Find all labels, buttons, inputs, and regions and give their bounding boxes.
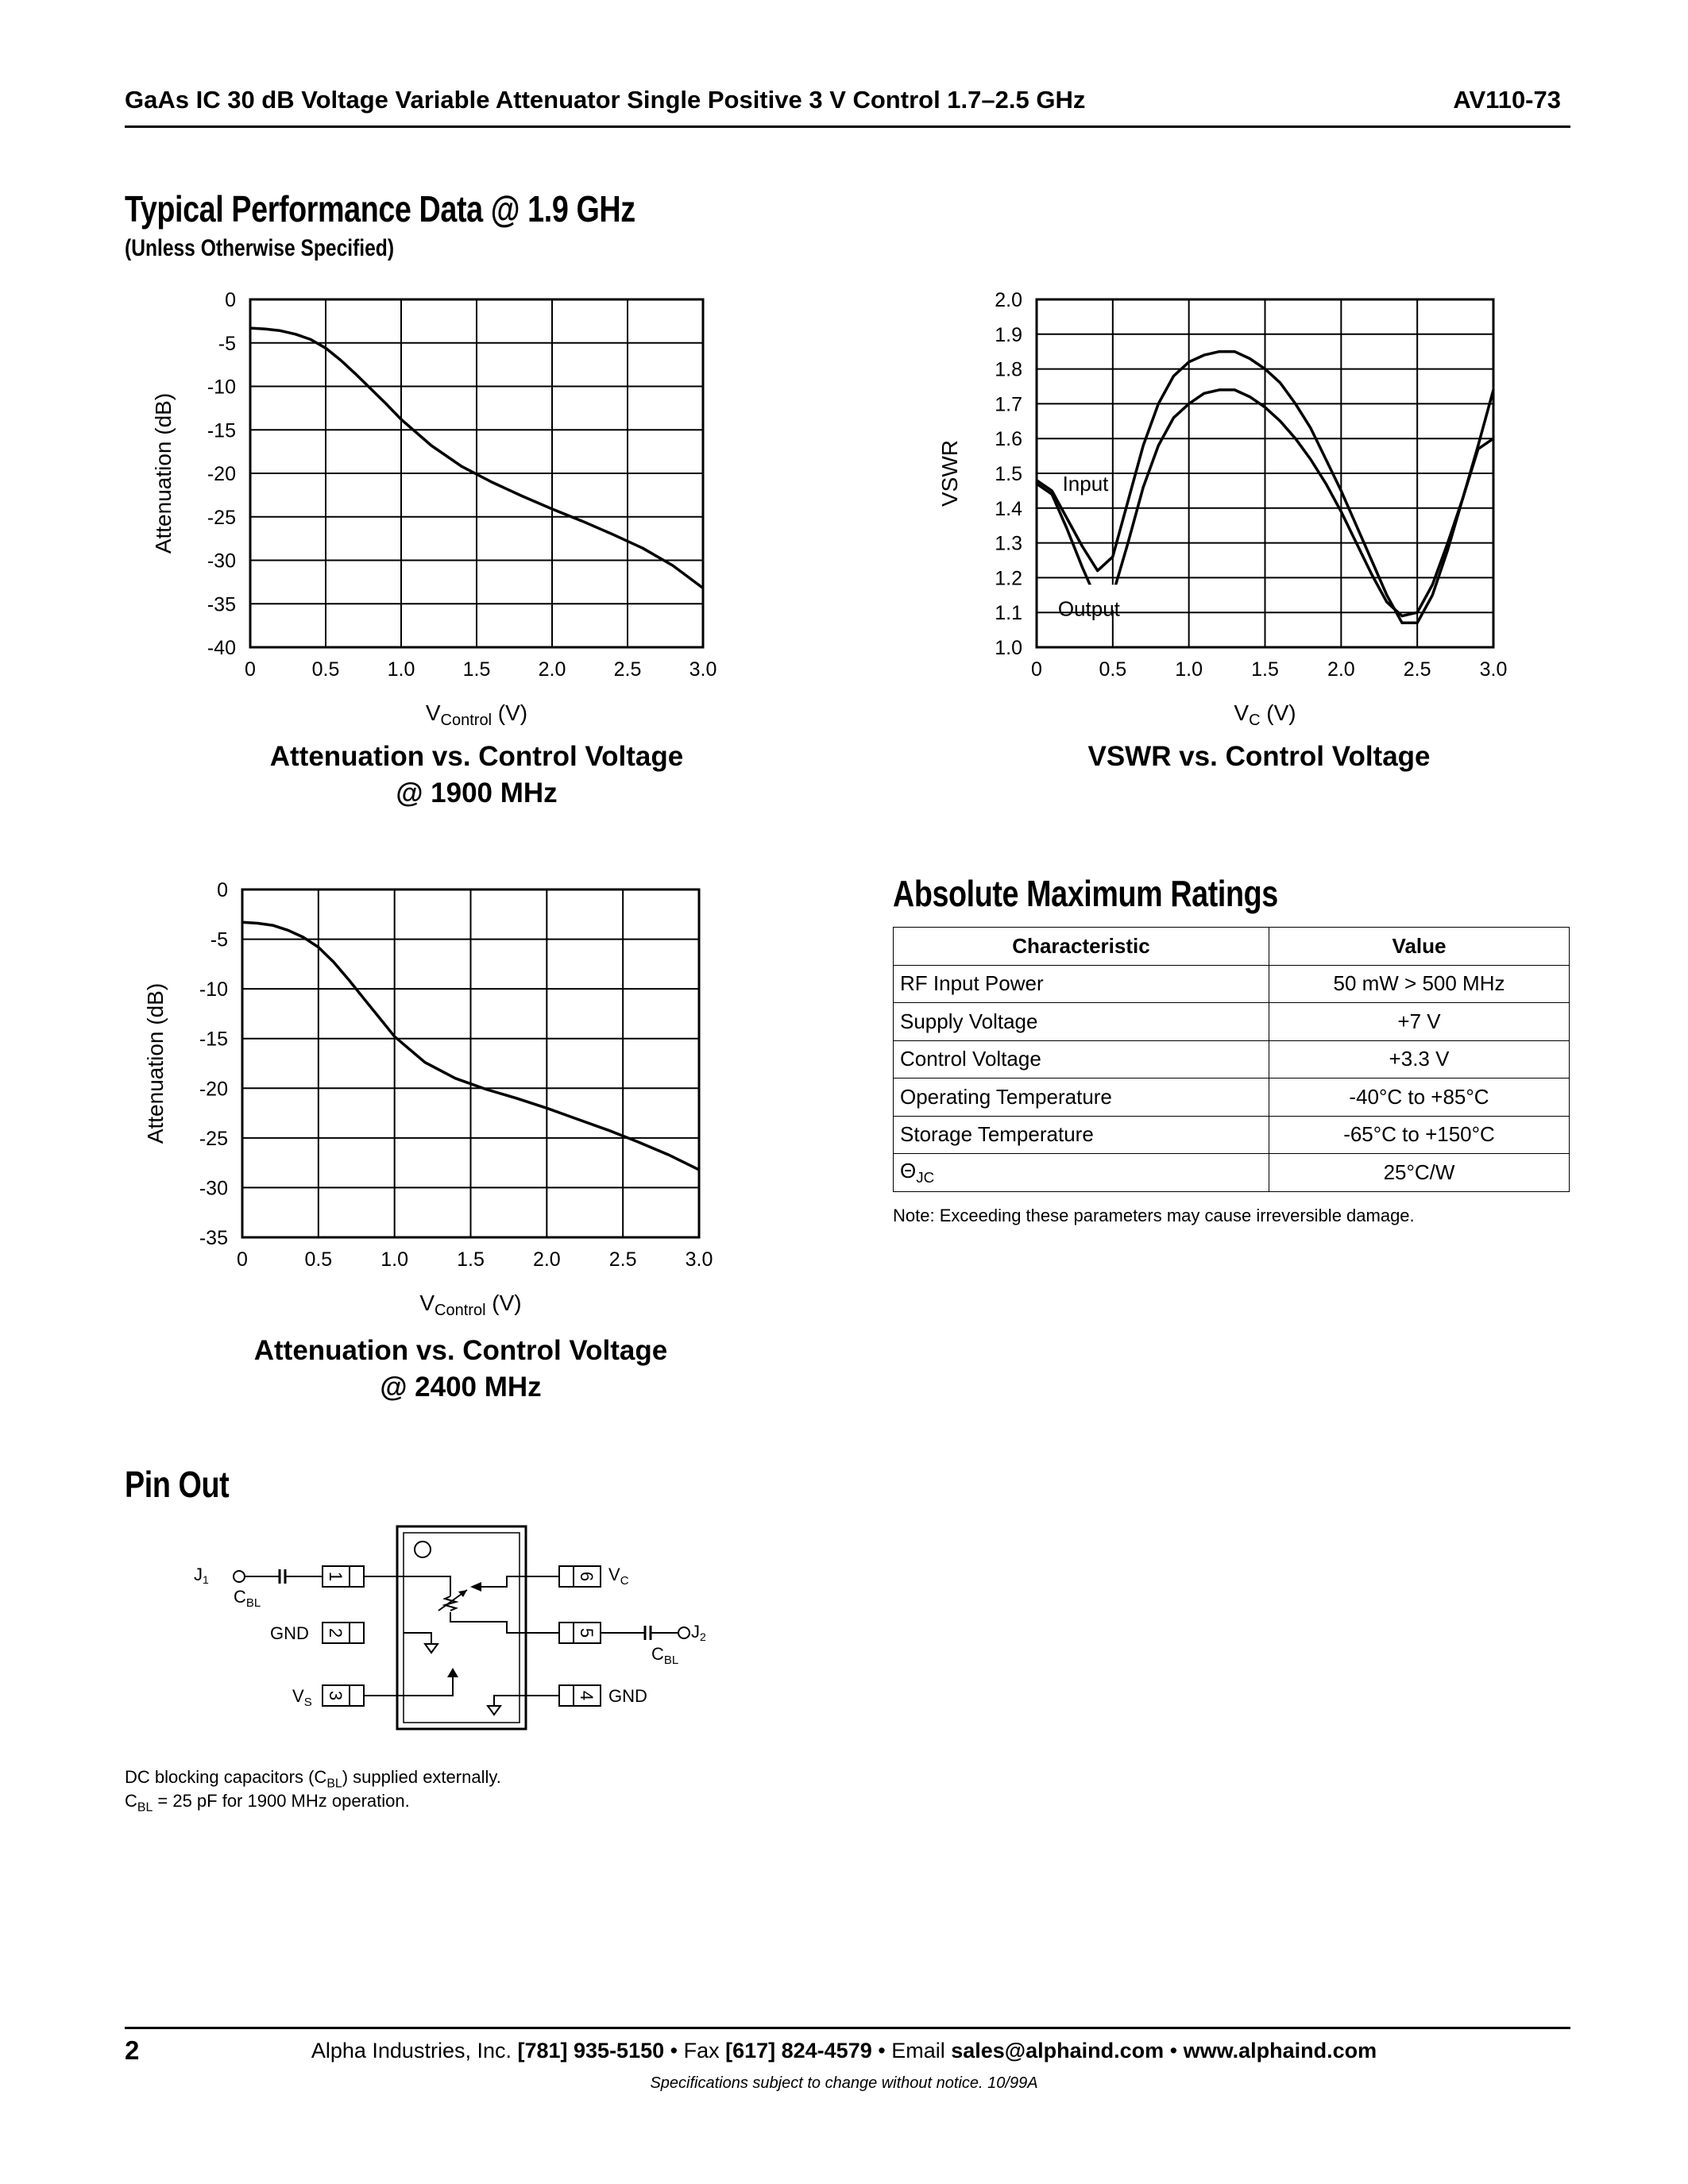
performance-subtitle: (Unless Otherwise Specified): [125, 235, 395, 261]
x-tick-label: 0: [237, 1248, 248, 1271]
gnd-path-left: [404, 1633, 431, 1644]
y-tick-label: 1.1: [995, 602, 1022, 625]
footer-contact: [0, 2039, 1688, 2063]
footer-separator: • Email: [871, 2039, 952, 2062]
pin-number: 6: [577, 1571, 597, 1582]
note-text: = 25 pF for 1900 MHz operation.: [153, 1791, 410, 1811]
y-tick-label: 0: [217, 879, 228, 901]
j1-terminal: [234, 1571, 245, 1582]
arrow-icon: [470, 1582, 481, 1592]
x-tick-label: 2.0: [1327, 658, 1355, 681]
table-row: [894, 1116, 1570, 1154]
chart-1900-title: Attenuation vs. Control Voltage: [269, 741, 684, 772]
pinout-note-1: [125, 1767, 501, 1791]
value-cell: +3.3 V: [1269, 1040, 1570, 1078]
footer-fax: [617] 824-4579: [725, 2039, 872, 2062]
x-tick-label: 2.0: [532, 1248, 561, 1271]
y-tick-label: -35: [207, 593, 236, 616]
y-tick-label: 1.5: [995, 463, 1022, 485]
x-tick-label: 1.5: [1251, 658, 1279, 681]
characteristic-cell: Supply Voltage: [894, 1003, 1269, 1041]
y-tick-label: -15: [199, 1028, 228, 1051]
note-text: ) supplied externally.: [342, 1767, 501, 1787]
rf-path-1: [404, 1576, 450, 1596]
x-tick-label: 1.5: [457, 1248, 485, 1271]
note-text: C: [125, 1791, 137, 1811]
x-axis-label: $V_{Control}$ (V): [419, 1291, 522, 1319]
col-characteristic: Characteristic: [894, 928, 1269, 966]
ratings-note: Note: Exceeding these parameters may cause irreversible damage.: [893, 1206, 1415, 1225]
x-tick-label: 0.5: [304, 1248, 333, 1271]
value-cell: 50 mW > 500 MHz: [1269, 965, 1570, 1003]
y-tick-label: -20: [207, 463, 236, 485]
x-tick-label: 3.0: [685, 1248, 713, 1271]
y-tick-label: -10: [207, 376, 236, 399]
x-tick-label: 2.5: [608, 1248, 637, 1271]
chart-2400-title: Attenuation vs. Control Voltage: [253, 1335, 668, 1366]
j2-label: J2: [691, 1622, 706, 1643]
value-cell: +7 V: [1269, 1003, 1570, 1041]
x-tick-label: 3.0: [689, 658, 717, 681]
x-tick-label: 3.0: [1479, 658, 1508, 681]
x-axis-label: $V_{Control}$ (V): [425, 700, 528, 729]
col-value: Value: [1269, 928, 1570, 966]
note-subscript: BL: [137, 1800, 153, 1815]
pin-number: 1: [326, 1571, 346, 1582]
theta-symbol: Θ: [900, 1158, 917, 1183]
footer-separator: • Fax: [664, 2039, 726, 2062]
x-tick-label: 1.0: [1175, 658, 1203, 681]
vswr-chart: [921, 282, 1557, 735]
value-cell: -65°C to +150°C: [1269, 1116, 1570, 1154]
y-tick-label: 1.2: [995, 567, 1022, 590]
y-tick-label: -10: [199, 978, 228, 1001]
x-tick-label: 0.5: [1099, 658, 1127, 681]
vswr-chart-title: VSWR vs. Control Voltage: [1087, 741, 1431, 772]
y-tick-label: 2.0: [995, 289, 1022, 311]
j1-label: J1: [194, 1565, 209, 1586]
characteristic-cell: [894, 1154, 1269, 1192]
arrow-icon: [447, 1668, 458, 1677]
x-tick-label: 2.5: [1403, 658, 1431, 681]
y-tick-label: 1.6: [995, 428, 1022, 451]
performance-title: Typical Performance Data @ 1.9 GHz: [125, 188, 635, 230]
y-axis-label: Attenuation (dB): [151, 392, 176, 554]
y-tick-label: 1.0: [995, 637, 1022, 659]
y-tick-label: -25: [199, 1127, 228, 1150]
package-inner: [404, 1533, 520, 1723]
header-title: GaAs IC 30 dB Voltage Variable Attenuator Single Positive 3 V Control 1.7–2.5 GHz: [125, 86, 1086, 114]
x-tick-label: 0: [245, 658, 256, 681]
y-tick-label: -40: [207, 637, 236, 659]
x-tick-label: 1.0: [380, 1248, 409, 1271]
cbl-label-right: $C_{BL}$: [651, 1644, 679, 1667]
x-tick-label: 0: [1031, 658, 1042, 681]
vs-label: $V_S$: [292, 1686, 312, 1709]
note-text: DC blocking capacitors (C: [125, 1767, 327, 1787]
footer-website[interactable]: www.alphaind.com: [1183, 2039, 1377, 2062]
x-tick-label: 1.0: [387, 658, 415, 681]
note-subscript: BL: [326, 1777, 342, 1791]
gnd-label-left: GND: [270, 1623, 309, 1643]
y-tick-label: -35: [199, 1227, 228, 1249]
table-row: [894, 1040, 1570, 1078]
pinout-diagram: [183, 1517, 755, 1755]
y-tick-label: -25: [207, 506, 236, 529]
table-row: [894, 965, 1570, 1003]
table-row: [894, 1078, 1570, 1117]
pin-number: 4: [577, 1690, 597, 1701]
theta-subscript: JC: [916, 1168, 935, 1186]
chart-1900-caption: [199, 739, 755, 812]
footer-rule: [125, 2027, 1570, 2029]
y-tick-label: -30: [199, 1177, 228, 1200]
header-rule: [125, 125, 1570, 128]
annotation-input: Input: [1062, 471, 1109, 496]
footer-email[interactable]: sales@alphaind.com: [951, 2039, 1165, 2062]
ground-icon: [425, 1644, 438, 1653]
characteristic-cell: Storage Temperature: [894, 1116, 1269, 1154]
part-number: AV110-73: [1453, 86, 1561, 114]
page-number: 2: [125, 2035, 140, 2065]
x-tick-label: 2.5: [613, 658, 642, 681]
chart-2400-caption: [183, 1333, 739, 1406]
x-tick-label: 1.5: [462, 658, 491, 681]
vc-label: $V_C$: [608, 1565, 629, 1588]
pin-number: 5: [577, 1627, 597, 1638]
y-tick-label: 1.9: [995, 323, 1022, 346]
gnd-path-right: [494, 1696, 520, 1706]
ground-icon: [488, 1706, 500, 1715]
control-path: [481, 1576, 520, 1587]
y-tick-label: 1.7: [995, 393, 1022, 416]
vswr-caption: [981, 739, 1537, 775]
footer-company: Alpha Industries, Inc.: [311, 2039, 518, 2062]
y-tick-label: -5: [210, 928, 228, 951]
characteristic-cell: RF Input Power: [894, 965, 1269, 1003]
ratings-title: Absolute Maximum Ratings: [893, 873, 1278, 914]
annotation-output: Output: [1057, 596, 1120, 621]
ratings-table: [893, 927, 1570, 1192]
x-tick-label: 2.0: [538, 658, 566, 681]
y-tick-label: -15: [207, 419, 236, 442]
chart-1900-subtitle: @ 1900 MHz: [396, 778, 558, 808]
y-tick-label: -30: [207, 550, 236, 573]
spec-note: Specifications subject to change without notice. 10/99A: [650, 2074, 1038, 2092]
chart-2400-subtitle: @ 2400 MHz: [380, 1372, 542, 1403]
value-cell: -40°C to +85°C: [1269, 1078, 1570, 1117]
y-tick-label: 1.4: [995, 497, 1022, 520]
y-axis-label: Attenuation (dB): [143, 982, 168, 1144]
x-axis-label: $V_C$ (V): [1234, 700, 1296, 729]
vs-path: [404, 1676, 453, 1696]
pin-number: 2: [326, 1627, 346, 1638]
y-tick-label: 1.3: [995, 532, 1022, 555]
y-axis-label: VSWR: [937, 440, 962, 507]
attenuation-1900-chart: [119, 282, 739, 735]
footer-phone: [781] 935-5150: [517, 2039, 665, 2062]
gnd-label-right: GND: [608, 1686, 647, 1706]
pin-number: 3: [326, 1690, 346, 1701]
attenuation-2400-chart: [119, 874, 739, 1326]
y-tick-label: -20: [199, 1078, 228, 1101]
characteristic-cell: Operating Temperature: [894, 1078, 1269, 1117]
y-tick-label: 0: [225, 289, 236, 311]
rf-path-2: [450, 1612, 520, 1633]
y-tick-label: 1.8: [995, 358, 1022, 381]
pinout-title: Pin Out: [125, 1464, 230, 1505]
pinout-note-2: [125, 1791, 410, 1815]
y-tick-label: -5: [218, 332, 236, 355]
x-tick-label: 0.5: [311, 658, 340, 681]
j2-terminal: [678, 1627, 689, 1638]
table-row: [894, 1003, 1570, 1041]
characteristic-cell: Control Voltage: [894, 1040, 1269, 1078]
cbl-label-left: $C_{BL}$: [234, 1587, 261, 1610]
value-cell: 25°C/W: [1269, 1154, 1570, 1192]
pin1-marker: [415, 1542, 431, 1557]
ratings-header-row: [894, 928, 1570, 966]
table-row: [894, 1154, 1570, 1192]
footer-separator: •: [1164, 2039, 1184, 2062]
